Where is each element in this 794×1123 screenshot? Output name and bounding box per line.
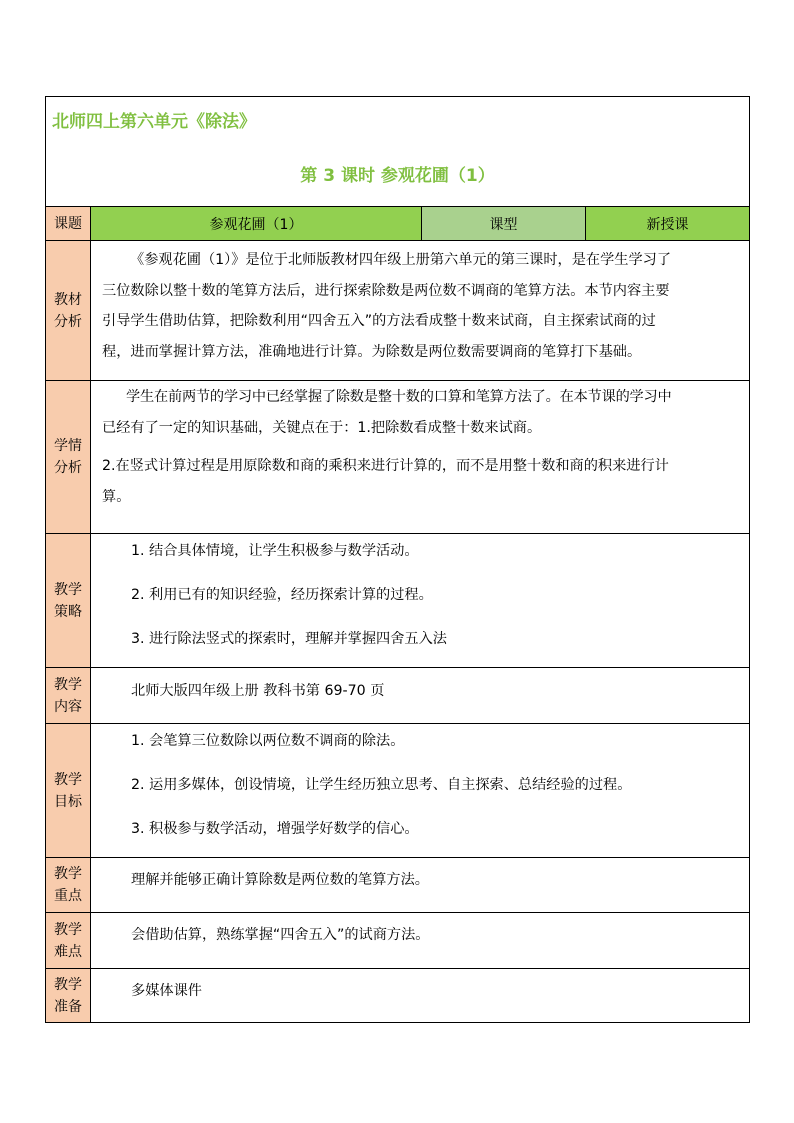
strategy-list bbox=[91, 534, 749, 667]
key-point-text: 理解并能够正确计算除数是两位数的笔算方法。 bbox=[131, 872, 429, 888]
student-label-cell bbox=[46, 381, 91, 533]
material-label-cell bbox=[46, 241, 91, 380]
content-row bbox=[46, 668, 749, 724]
strategy-label: 教学策略 bbox=[54, 581, 82, 620]
type-value: 新授课 bbox=[646, 216, 689, 233]
goals-list bbox=[91, 724, 749, 857]
topic-row bbox=[46, 207, 749, 241]
student-text bbox=[91, 381, 749, 533]
goals-label: 教学目标 bbox=[54, 771, 82, 810]
difficulty-row bbox=[46, 913, 749, 969]
type-label-cell bbox=[422, 207, 586, 240]
topic-cell bbox=[91, 207, 422, 240]
student-line: 学生在前两节的学习中已经掌握了除数是整十数的口算和笔算方法了。在本节课的学习中 bbox=[126, 389, 672, 405]
material-text bbox=[91, 241, 749, 380]
preparation-row bbox=[46, 969, 749, 1022]
goals-row bbox=[46, 724, 749, 858]
strategy-row bbox=[46, 534, 749, 668]
student-label: 学情分析 bbox=[54, 438, 82, 476]
difficulty-label: 教学难点 bbox=[54, 921, 82, 960]
content-label-cell bbox=[46, 668, 91, 723]
lesson-plan-table bbox=[45, 96, 750, 1023]
student-line: 2.在竖式计算过程是用原除数和商的乘积来进行计算的，而不是用整十数和商的积来进行计 bbox=[102, 458, 669, 474]
type-value-cell bbox=[586, 207, 749, 240]
material-line: 三位数除以整十数的笔算方法后，进行探索除数是两位数不调商的笔算方法。本节内容主要 bbox=[102, 282, 670, 299]
content-text: 北师大版四年级上册 教科书第 69-70 页 bbox=[131, 683, 385, 699]
goal-item: 2. 运用多媒体，创设情境，让学生经历独立思考、自主探索、总结经验的过程。 bbox=[131, 777, 632, 793]
strategy-item: 1. 结合具体情境，让学生积极参与数学活动。 bbox=[131, 543, 419, 559]
material-row bbox=[46, 241, 749, 381]
topic-label-cell bbox=[46, 207, 91, 240]
goals-label-cell bbox=[46, 724, 91, 857]
strategy-label-cell bbox=[46, 534, 91, 667]
difficulty-label-cell bbox=[46, 913, 91, 968]
unit-title: 北师四上第六单元《除法》 bbox=[52, 112, 256, 132]
lesson-title: 第 3 课时 参观花圃（1） bbox=[300, 166, 495, 186]
strategy-item: 2. 利用已有的知识经验，经历探索计算的过程。 bbox=[131, 587, 433, 603]
type-label: 课型 bbox=[489, 216, 518, 233]
material-line: 《参观花圃（1）》是位于北师版教材四年级上册第六单元的第三课时，是在学生学习了 bbox=[130, 252, 672, 268]
content-label: 教学内容 bbox=[54, 676, 82, 715]
preparation-text: 多媒体课件 bbox=[131, 983, 202, 999]
goal-item: 1. 会笔算三位数除以两位数不调商的除法。 bbox=[131, 733, 405, 749]
student-line: 已经有了一定的知识基础，关键点在于：1.把除数看成整十数来试商。 bbox=[102, 419, 542, 436]
student-line: 算。 bbox=[102, 488, 131, 505]
key-point-row bbox=[46, 858, 749, 913]
preparation-label: 教学准备 bbox=[54, 976, 82, 1015]
strategy-item: 3. 进行除法竖式的探索时，理解并掌握四舍五入法 bbox=[131, 631, 447, 647]
material-line: 引导学生借助估算，把除数利用“四舍五入”的方法看成整十数来试商，自主探索试商的过 bbox=[102, 313, 656, 329]
preparation-label-cell bbox=[46, 969, 91, 1022]
goal-item: 3. 积极参与数学活动，增强学好数学的信心。 bbox=[131, 821, 419, 837]
material-line: 程，进而掌握计算方法，准确地进行计算。为除数是两位数需要调商的笔算打下基础。 bbox=[102, 343, 642, 360]
topic-value: 参观花圃（1） bbox=[209, 216, 303, 233]
table-header bbox=[46, 97, 749, 207]
key-point-label-cell bbox=[46, 858, 91, 912]
topic-label: 课题 bbox=[54, 215, 82, 232]
student-row bbox=[46, 381, 749, 534]
difficulty-text: 会借助估算，熟练掌握“四舍五入”的试商方法。 bbox=[131, 927, 430, 943]
material-label: 教材分析 bbox=[54, 291, 82, 330]
key-point-label: 教学重点 bbox=[54, 866, 82, 904]
